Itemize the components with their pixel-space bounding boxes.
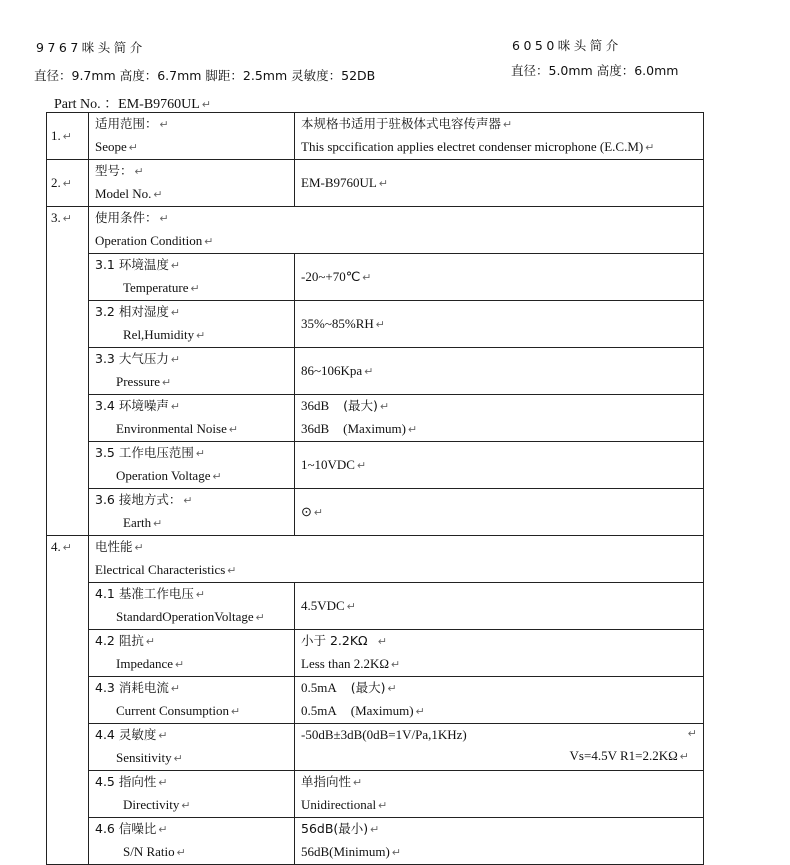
section-heading: 使用条件： ↵ Operation Condition ↵ xyxy=(89,207,704,254)
table-row xyxy=(47,630,704,677)
table-row xyxy=(47,771,704,818)
label-cell: 3.5 工作电压范围 ↵ Operation Voltage ↵ xyxy=(89,442,295,489)
value-cell: 86~106Kpa ↵ xyxy=(295,348,704,395)
value-cell: 0.5mA (最大) ↵ 0.5mA (Maximum) ↵ xyxy=(295,677,704,724)
label-cell: 型号： ↵ Model No. ↵ xyxy=(89,160,295,207)
value-cell: -20~+70℃ ↵ xyxy=(295,254,704,301)
spec-table xyxy=(46,112,704,865)
label-cell: 4.2 阻抗 ↵ Impedance ↵ xyxy=(89,630,295,677)
table-row xyxy=(47,348,704,395)
right-specs: 直径：5.0mm 高度：6.0mm xyxy=(511,63,679,78)
row-number: 2. ↵ xyxy=(47,160,89,207)
table-row xyxy=(47,818,704,865)
label-cell: 3.6 接地方式： ↵ Earth ↵ xyxy=(89,489,295,536)
row-number: 4. ↵ xyxy=(47,536,89,865)
table-row xyxy=(47,395,704,442)
label-cell: 3.3 大气压力 ↵ Pressure ↵ xyxy=(89,348,295,395)
value-cell: 4.5VDC ↵ xyxy=(295,583,704,630)
label-cell: 3.4 环境噪声 ↵ Environmental Noise ↵ xyxy=(89,395,295,442)
label-cell: 4.6 信噪比 ↵ S/N Ratio ↵ xyxy=(89,818,295,865)
table-row-model xyxy=(47,160,704,207)
label-cell: 4.5 指向性 ↵ Directivity ↵ xyxy=(89,771,295,818)
left-specs: 直径：9.7mm 高度：6.7mm 脚距：2.5mm 灵敏度：52DB xyxy=(34,68,376,83)
row-number: 1. ↵ xyxy=(47,113,89,160)
row-number: 3. ↵ xyxy=(47,207,89,536)
label-cell: 3.1 环境温度 ↵ Temperature ↵ xyxy=(89,254,295,301)
label-cell: 4.3 消耗电流 ↵ Current Consumption ↵ xyxy=(89,677,295,724)
label-cell: 3.2 相对湿度 ↵ Rel,Humidity ↵ xyxy=(89,301,295,348)
label-cell: 4.4 灵敏度 ↵ Sensitivity ↵ xyxy=(89,724,295,771)
label-cell: 4.1 基准工作电压 ↵ StandardOperationVoltage ↵ xyxy=(89,583,295,630)
table-row xyxy=(47,301,704,348)
table-row xyxy=(47,724,704,771)
table-row xyxy=(47,677,704,724)
right-title: 6050咪头简介 xyxy=(512,38,622,53)
value-cell: 56dB(最小) ↵ 56dB(Minimum) ↵ xyxy=(295,818,704,865)
table-row xyxy=(47,583,704,630)
value-cell: 35%~85%RH ↵ xyxy=(295,301,704,348)
label-cell: 适用范围： ↵ Seope ↵ xyxy=(89,113,295,160)
table-row-scope xyxy=(47,113,704,160)
earth-symbol: ⊙ xyxy=(301,503,312,519)
table-row xyxy=(47,254,704,301)
table-row xyxy=(47,442,704,489)
left-title: 9767咪头简介 xyxy=(36,40,146,55)
part-number: Part No. ：EM-B9760UL ↵ xyxy=(54,97,212,112)
value-cell: 本规格书适用于驻极体式电容传声器 ↵ This spccification applies electret condenser microphone (E.C.M) ↵ xyxy=(295,113,704,160)
value-cell: 1~10VDC ↵ xyxy=(295,442,704,489)
section-heading: 电性能 ↵ Electrical Characteristics ↵ xyxy=(89,536,704,583)
table-row xyxy=(47,489,704,536)
value-cell: EM-B9760UL ↵ xyxy=(295,160,704,207)
value-cell: 小于 2.2KΩ ↵ Less than 2.2KΩ ↵ xyxy=(295,630,704,677)
table-row-electrical xyxy=(47,536,704,583)
value-cell: ⊙ ↵ xyxy=(295,489,704,536)
table-row-operation-condition xyxy=(47,207,704,254)
value-cell: 单指向性 ↵ Unidirectional ↵ xyxy=(295,771,704,818)
value-cell: 36dB (最大) ↵ 36dB (Maximum) ↵ xyxy=(295,395,704,442)
value-cell: -50dB±3dB(0dB=1V/Pa,1KHz) ↵ Vs=4.5V R1=2.2KΩ ↵ xyxy=(295,724,704,771)
